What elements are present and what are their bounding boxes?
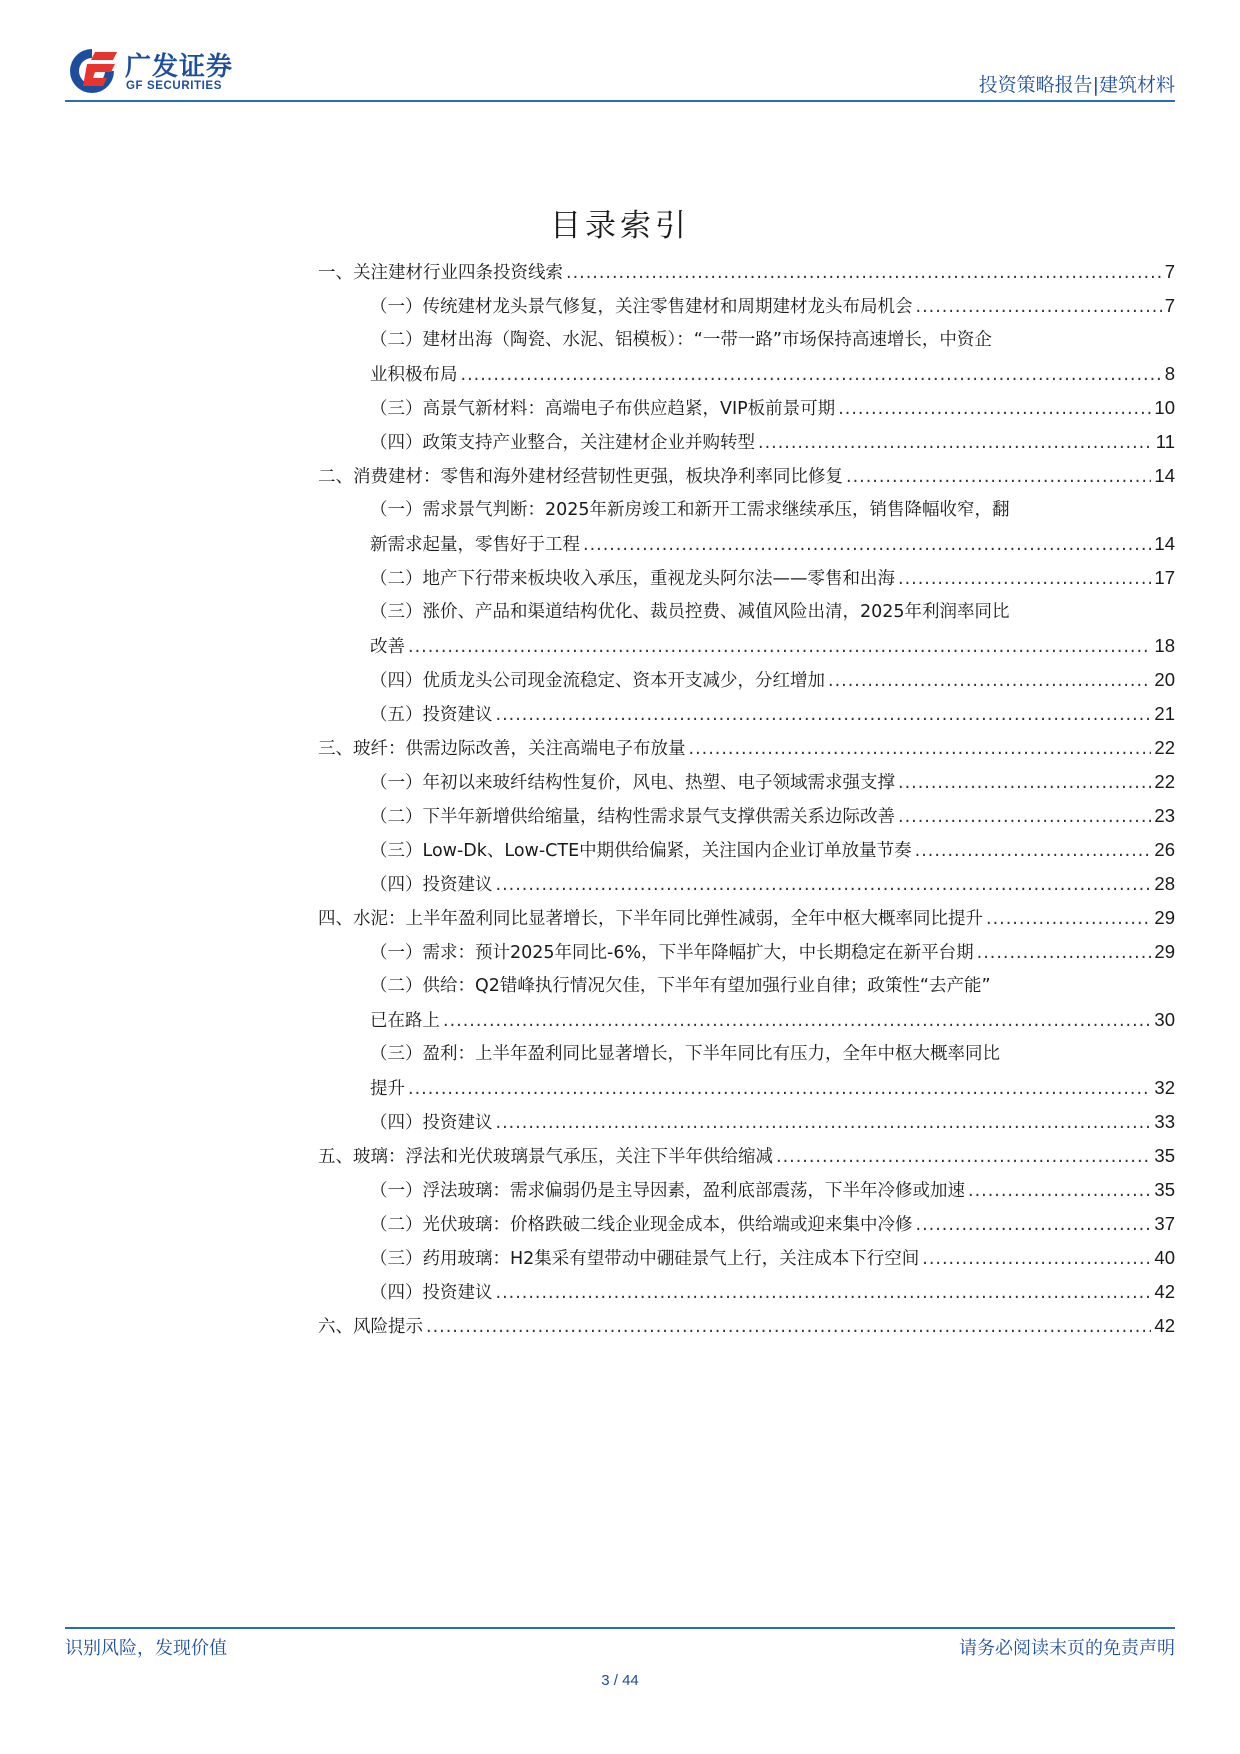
toc-entry-page: 8 <box>1164 363 1175 384</box>
toc-entry-text: （四）投资建议 <box>370 1113 493 1133</box>
toc-entry-text: （一）年初以来玻纤结构性复价，风电、热塑、电子领域需求强支撑 <box>370 773 895 793</box>
toc-leader-dots <box>496 868 1152 902</box>
toc-entry-page: 20 <box>1154 669 1175 690</box>
toc-entry-page: 29 <box>1154 907 1175 928</box>
toc-entry-text-line1: （三）涨价、产品和渠道结构优化、裁员控费、减值风险出清，2025年利润率同比 <box>370 602 1010 622</box>
toc-entry[interactable] <box>370 561 1175 595</box>
toc-leader-dots <box>986 902 1151 936</box>
toc-entry[interactable] <box>370 1207 1175 1241</box>
table-of-contents <box>318 255 1175 1343</box>
toc-entry[interactable] <box>370 493 1175 561</box>
toc-entry[interactable] <box>370 1241 1175 1275</box>
toc-entry[interactable] <box>370 799 1175 833</box>
toc-entry-page: 18 <box>1154 635 1175 656</box>
toc-entry-text: 提升 <box>370 1079 405 1099</box>
toc-leader-dots <box>846 460 1151 494</box>
footer-divider <box>65 1627 1175 1629</box>
toc-entry[interactable] <box>318 901 1175 935</box>
toc-entry-page: 29 <box>1154 941 1175 962</box>
gf-logo-icon <box>65 46 119 96</box>
toc-entry-page: 14 <box>1154 533 1175 554</box>
toc-leader-dots <box>443 1004 1151 1038</box>
toc-entry[interactable] <box>318 731 1175 765</box>
toc-leader-dots <box>898 766 1151 800</box>
toc-entry-page: 23 <box>1154 805 1175 826</box>
toc-leader-dots <box>776 1140 1151 1174</box>
company-logo <box>65 42 265 98</box>
toc-entry-text: 二、消费建材：零售和海外建材经营韧性更强，板块净利率同比修复 <box>318 467 843 487</box>
toc-entry-text: 业积极布局 <box>370 365 458 385</box>
toc-leader-dots <box>496 1106 1152 1140</box>
toc-entry-text-line1: （三）盈利：上半年盈利同比显著增长，下半年同比有压力，全年中枢大概率同比 <box>370 1044 1000 1064</box>
toc-entry[interactable] <box>318 459 1175 493</box>
toc-entry-page: 26 <box>1154 839 1175 860</box>
toc-entry-page: 42 <box>1154 1315 1175 1336</box>
toc-entry-page: 30 <box>1154 1009 1175 1030</box>
footer-slogan: 识别风险，发现价值 <box>65 1638 227 1659</box>
toc-leader-dots <box>461 358 1162 392</box>
toc-leader-dots <box>408 630 1151 664</box>
toc-entry-text: 五、玻璃：浮法和光伏玻璃景气承压，关注下半年供给缩减 <box>318 1147 773 1167</box>
toc-entry[interactable] <box>370 663 1175 697</box>
toc-entry[interactable] <box>370 595 1175 663</box>
toc-entry-page: 33 <box>1154 1111 1175 1132</box>
toc-entry[interactable] <box>370 425 1175 459</box>
toc-entry-page: 28 <box>1154 873 1175 894</box>
toc-entry[interactable] <box>370 1105 1175 1139</box>
toc-entry-text: （三）Low-Dk、Low-CTE中期供给偏紧，关注国内企业订单放量节奏 <box>370 841 912 861</box>
toc-entry-text: （四）政策支持产业整合，关注建材企业并购转型 <box>370 433 755 453</box>
toc-entry[interactable] <box>370 833 1175 867</box>
toc-entry-text-line1: （二）供给：Q2错峰执行情况欠佳，下半年有望加强行业自律；政策性“去产能” <box>370 976 991 996</box>
toc-entry[interactable] <box>370 1275 1175 1309</box>
header-divider <box>65 100 1175 102</box>
toc-entry-page: 40 <box>1154 1247 1175 1268</box>
toc-entry-text: （一）传统建材龙头景气修复，关注零售建材和周期建材龙头布局机会 <box>370 297 913 317</box>
toc-entry[interactable] <box>370 697 1175 731</box>
toc-leader-dots <box>922 1242 1151 1276</box>
toc-entry-text: （一）浮法玻璃：需求偏弱仍是主导因素，盈利底部震荡，下半年冷修或加速 <box>370 1181 965 1201</box>
toc-leader-dots <box>916 290 1162 324</box>
toc-entry-text: （一）需求：预计2025年同比-6%，下半年降幅扩大，中长期稳定在新平台期 <box>370 943 974 963</box>
toc-entry-text: 改善 <box>370 637 405 657</box>
toc-entry-text: （四）优质龙头公司现金流稳定、资本开支减少，分红增加 <box>370 671 825 691</box>
toc-leader-dots <box>426 1310 1151 1344</box>
logo-text-cn: 广发证券 <box>125 52 234 82</box>
toc-entry[interactable] <box>370 1173 1175 1207</box>
toc-entry-page: 22 <box>1154 737 1175 758</box>
toc-entry[interactable] <box>370 1037 1175 1105</box>
toc-leader-dots <box>408 1072 1151 1106</box>
toc-entry-page: 11 <box>1155 431 1175 452</box>
toc-entry-text-line1: （一）需求景气判断：2025年新房竣工和新开工需求继续承压，销售降幅收窄，翻 <box>370 500 1010 520</box>
toc-leader-dots <box>916 1208 1152 1242</box>
toc-entry-text: 新需求起量，零售好于工程 <box>370 535 580 555</box>
toc-entry-page: 7 <box>1164 295 1175 316</box>
toc-entry[interactable] <box>370 289 1175 323</box>
toc-entry[interactable] <box>318 1309 1175 1343</box>
toc-entry-text: 六、风险提示 <box>318 1317 423 1337</box>
logo-text-en: GF SECURITIES <box>126 80 222 92</box>
toc-leader-dots <box>968 1174 1151 1208</box>
toc-leader-dots <box>689 732 1152 766</box>
toc-entry-page: 14 <box>1154 465 1175 486</box>
page-title: 目录索引 <box>550 208 690 244</box>
toc-leader-dots <box>496 1276 1152 1310</box>
page-number: 3 / 44 <box>601 1672 639 1689</box>
toc-entry-page: 17 <box>1154 567 1175 588</box>
toc-leader-dots <box>828 664 1151 698</box>
toc-leader-dots <box>977 936 1152 970</box>
toc-entry-text-line1: （二）建材出海（陶瓷、水泥、铝模板）：“一带一路”市场保持高速增长，中资企 <box>370 330 992 350</box>
toc-entry[interactable] <box>318 1139 1175 1173</box>
toc-entry-page: 37 <box>1154 1213 1175 1234</box>
toc-entry-text: （四）投资建议 <box>370 875 493 895</box>
toc-entry-text: （四）投资建议 <box>370 1283 493 1303</box>
toc-entry-page: 35 <box>1154 1179 1175 1200</box>
toc-entry[interactable] <box>370 765 1175 799</box>
toc-entry[interactable] <box>370 867 1175 901</box>
toc-leader-dots <box>838 392 1151 426</box>
toc-entry[interactable] <box>370 969 1175 1037</box>
toc-entry-text: （二）下半年新增供给缩量，结构性需求景气支撑供需关系边际改善 <box>370 807 895 827</box>
toc-entry-page: 32 <box>1154 1077 1175 1098</box>
toc-leader-dots <box>496 698 1152 732</box>
toc-entry-text: 四、水泥：上半年盈利同比显著增长，下半年同比弹性减弱，全年中枢大概率同比提升 <box>318 909 983 929</box>
report-type: 投资策略报告|建筑材料 <box>978 74 1175 96</box>
toc-leader-dots <box>566 256 1162 290</box>
page-header <box>65 42 1175 100</box>
toc-leader-dots <box>915 834 1152 868</box>
toc-entry-text: 已在路上 <box>370 1011 440 1031</box>
toc-entry-page: 7 <box>1164 261 1175 282</box>
toc-entry-text: （五）投资建议 <box>370 705 493 725</box>
toc-entry-page: 10 <box>1154 397 1175 418</box>
toc-entry[interactable] <box>370 391 1175 425</box>
toc-leader-dots <box>898 562 1151 596</box>
toc-entry-text: 三、玻纤：供需边际改善，关注高端电子布放量 <box>318 739 686 759</box>
toc-entry-page: 35 <box>1154 1145 1175 1166</box>
toc-entry-text: （二）光伏玻璃：价格跌破二线企业现金成本，供给端或迎来集中冷修 <box>370 1215 913 1235</box>
toc-entry-text: （三）药用玻璃：H2集采有望带动中硼硅景气上行，关注成本下行空间 <box>370 1249 920 1269</box>
toc-entry[interactable] <box>318 255 1175 289</box>
toc-entry[interactable] <box>370 323 1175 391</box>
toc-entry-text: （三）高景气新材料：高端电子布供应趋紧，VIP板前景可期 <box>370 399 836 419</box>
toc-entry-page: 21 <box>1154 703 1175 724</box>
toc-entry-text: 一、关注建材行业四条投资线索 <box>318 263 563 283</box>
toc-entry-page: 22 <box>1154 771 1175 792</box>
footer-disclaimer: 请务必阅读末页的免责声明 <box>959 1638 1175 1659</box>
toc-leader-dots <box>583 528 1151 562</box>
toc-leader-dots <box>898 800 1151 834</box>
toc-entry[interactable] <box>370 935 1175 969</box>
toc-leader-dots <box>758 426 1153 460</box>
toc-entry-text: （二）地产下行带来板块收入承压，重视龙头阿尔法——零售和出海 <box>370 569 895 589</box>
toc-entry-page: 42 <box>1154 1281 1175 1302</box>
